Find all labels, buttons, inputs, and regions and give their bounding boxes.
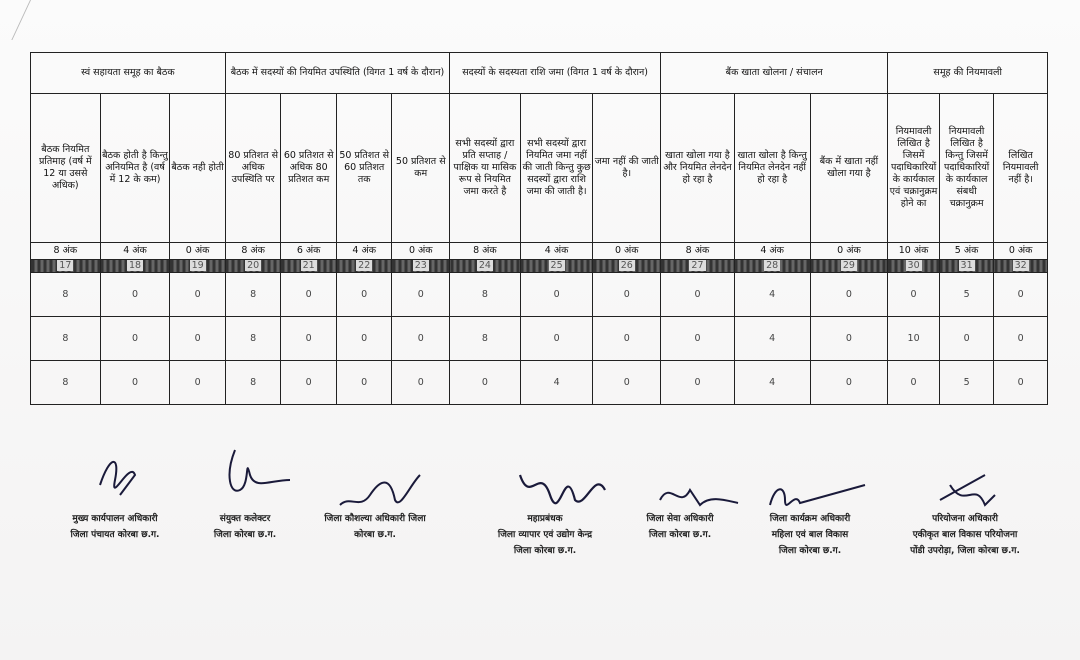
signatory-district: जिला कोरबा छ.ग. [778,546,842,556]
table-cell: 0 [661,361,735,405]
group-header: बैंक खाता खोलना / संचालन [661,53,888,94]
table-cell: 0 [810,361,888,405]
points-cell: 8 अंक [225,243,281,260]
signatory-office: जिला व्यापार एवं उद्योग केन्द्र [497,530,593,540]
signature-block [190,440,300,550]
column-number-label: 22 [358,260,371,271]
handwritten-signature [335,465,425,515]
column-number-label: 32 [1014,260,1027,271]
column-number-label: 18 [128,260,142,271]
table-cell: 8 [225,317,281,361]
table-cell: 0 [888,273,940,317]
table-cell: 0 [281,317,337,361]
table-cell: 0 [994,273,1048,317]
column-number [100,260,170,273]
column-number [810,260,888,273]
table-cell: 8 [225,273,281,317]
table-cell: 0 [593,361,661,405]
table-cell: 0 [392,273,450,317]
handwritten-signature [650,475,740,515]
table-cell: 0 [661,317,735,361]
table-cell: 4 [734,361,810,405]
signature-block [625,440,735,550]
column-header: बैठक नियमित प्रतिमाह (वर्ष में 12 या उससे अधिक) [31,94,101,243]
table-cell: 0 [100,317,170,361]
handwritten-signature [90,450,150,500]
column-number-label: 24 [478,260,491,271]
table-cell: 0 [593,273,661,317]
column-header: सभी सदस्यों द्वारा नियमित जमा नहीं की जाती किन्तु कुछ सदस्यों द्वारा राशि जमा की जाती है। [520,94,593,243]
column-number [661,260,735,273]
points-cell: 8 अंक [31,243,101,260]
table-cell: 0 [170,317,226,361]
column-header: बैठक होती है किन्तु अनियमित है (वर्ष में 12 के कम) [100,94,170,243]
table-cell: 8 [450,317,521,361]
column-number [336,260,392,273]
table-cell: 0 [450,361,521,405]
group-header-row [31,53,1048,94]
column-number [392,260,450,273]
column-number [170,260,226,273]
column-header: लिखित नियमावली नहीं है। [994,94,1048,243]
table-cell: 0 [392,361,450,405]
table-cell: 0 [593,317,661,361]
table-cell: 0 [170,273,226,317]
column-number [939,260,994,273]
signatory-title: मुख्य कार्यपालन अधिकारी [72,514,158,524]
column-header: बैठक नही होती [170,94,226,243]
table-row [31,273,1048,317]
column-header: बैंक में खाता नहीं खोला गया है [810,94,888,243]
table-cell: 0 [281,273,337,317]
signatory-district: पोंडी उपरोड़ा, जिला कोरबा छ.ग. [910,546,1020,556]
signatory-title: जिला कौशल्या अधिकारी जिला [324,514,426,524]
signatory-title: परियोजना अधिकारी [932,514,998,524]
table-cell: 5 [939,273,994,317]
page-corner [0,0,31,40]
signature-block [885,440,1045,560]
table-cell: 10 [888,317,940,361]
table-cell: 5 [939,361,994,405]
column-number [520,260,593,273]
table-row [31,361,1048,405]
group-header: समूह की नियमावली [888,53,1048,94]
column-number-label: 26 [620,260,633,271]
signatory-district: जिला कोरबा छ.ग. [513,546,577,556]
column-number [225,260,281,273]
table-cell: 8 [31,317,101,361]
table-cell: 0 [661,273,735,317]
points-cell: 8 अंक [661,243,735,260]
signature-block [470,440,620,560]
table-cell: 0 [336,361,392,405]
column-header: नियमावली लिखित है जिसमें पदाधिकारियों के कार्यकाल एवं चक्रानुक्रम होने का [888,94,940,243]
column-number [593,260,661,273]
points-cell: 0 अंक [392,243,450,260]
column-header: सभी सदस्यों द्वारा प्रति सप्ताह / पाक्षिक या मासिक रूप से नियमित जमा करते है [450,94,521,243]
signatory-title: संयुक्त कलेक्टर [219,514,271,524]
column-header: 80 प्रतिशत से अधिक उपस्थिति पर [225,94,281,243]
signatory-office: जिला कोरबा छ.ग. [213,530,277,540]
signatory-title: महाप्रबंधक [527,514,563,524]
column-header: 50 प्रतिशत से कम [392,94,450,243]
table-cell: 0 [100,361,170,405]
table-cell: 4 [734,273,810,317]
points-cell: 4 अंक [100,243,170,260]
column-number [281,260,337,273]
column-number [888,260,940,273]
table-cell: 8 [31,273,101,317]
signatory-office: जिला कोरबा छ.ग. [648,530,712,540]
column-number-label: 28 [766,260,779,271]
table-cell: 0 [810,273,888,317]
signature-block [305,440,445,550]
column-number [450,260,521,273]
points-cell: 4 अंक [734,243,810,260]
signature-block [745,440,875,560]
points-cell: 0 अंक [593,243,661,260]
table-cell: 0 [100,273,170,317]
table-cell: 0 [810,317,888,361]
handwritten-signature [215,435,295,505]
signatory-office: कोरबा छ.ग. [354,530,396,540]
points-cell: 8 अंक [450,243,521,260]
table-cell: 0 [336,317,392,361]
column-number [734,260,810,273]
table-cell: 0 [994,361,1048,405]
table-cell: 8 [450,273,521,317]
table-cell: 4 [734,317,810,361]
signature-section [0,420,1080,640]
table-cell: 0 [170,361,226,405]
column-number [31,260,101,273]
column-number-row [31,260,1048,273]
column-number-label: 23 [414,260,427,271]
column-header: नियमावली लिखित है किन्तु जिसमें पदाधिकारियों के कार्यकाल संबधी चक्रानुक्रम [939,94,994,243]
signatory-title: जिला कार्यक्रम अधिकारी [769,514,851,524]
column-number-label: 21 [302,260,315,271]
table-cell: 0 [336,273,392,317]
column-header: खाता खोला गया है और नियमित लेनदेन हो रहा है [661,94,735,243]
sub-header-row [31,94,1048,243]
handwritten-signature [930,465,1000,515]
table-cell: 0 [281,361,337,405]
table-cell: 0 [520,317,593,361]
points-cell: 4 अंक [336,243,392,260]
handwritten-signature [510,455,610,515]
table-cell: 0 [520,273,593,317]
column-number-label: 20 [247,260,260,271]
column-number-label: 30 [907,260,920,271]
points-cell: 6 अंक [281,243,337,260]
table-cell: 8 [31,361,101,405]
table-cell: 8 [225,361,281,405]
column-number-label: 29 [842,260,855,271]
column-number-label: 17 [59,260,72,271]
column-header: 60 प्रतिशत से अधिक 80 प्रतिशत कम [281,94,337,243]
column-number-label: 19 [191,260,204,271]
points-cell: 5 अंक [939,243,994,260]
table-cell: 0 [392,317,450,361]
column-header: जमा नहीं की जाती है। [593,94,661,243]
evaluation-table [30,52,1048,405]
points-cell: 0 अंक [994,243,1048,260]
points-cell: 0 अंक [170,243,226,260]
signatory-title: जिला सेवा अधिकारी [646,514,714,524]
column-number-label: 27 [691,260,704,271]
table-cell: 0 [888,361,940,405]
handwritten-signature [760,475,870,515]
points-cell: 0 अंक [810,243,888,260]
signatory-office: जिला पंचायत कोरबा छ.ग. [70,530,160,540]
table-cell: 0 [939,317,994,361]
column-number-label: 31 [960,260,973,271]
group-header: बैठक में सदस्यों की नियमित उपस्थिति (विगत 1 वर्ष के दौरान) [225,53,449,94]
points-cell: 4 अंक [520,243,593,260]
column-number [994,260,1048,273]
points-row [31,243,1048,260]
column-header: 50 प्रतिशत से 60 प्रतिशत तक [336,94,392,243]
group-header: स्वं सहायता समूह का बैठक [31,53,226,94]
table-cell: 4 [520,361,593,405]
signatory-office: महिला एवं बाल विकास [771,530,849,540]
points-cell: 10 अंक [888,243,940,260]
table-row [31,317,1048,361]
table-cell: 0 [994,317,1048,361]
group-header: सदस्यों के सदस्यता राशि जमा (विगत 1 वर्ष के दौरान) [450,53,661,94]
column-header: खाता खोला है किन्तु नियमित लेनदेन नहीं हो रहा है [734,94,810,243]
signature-block [50,440,180,550]
column-number-label: 25 [550,260,563,271]
signatory-office: एकीकृत बाल विकास परियोजना [912,530,1018,540]
